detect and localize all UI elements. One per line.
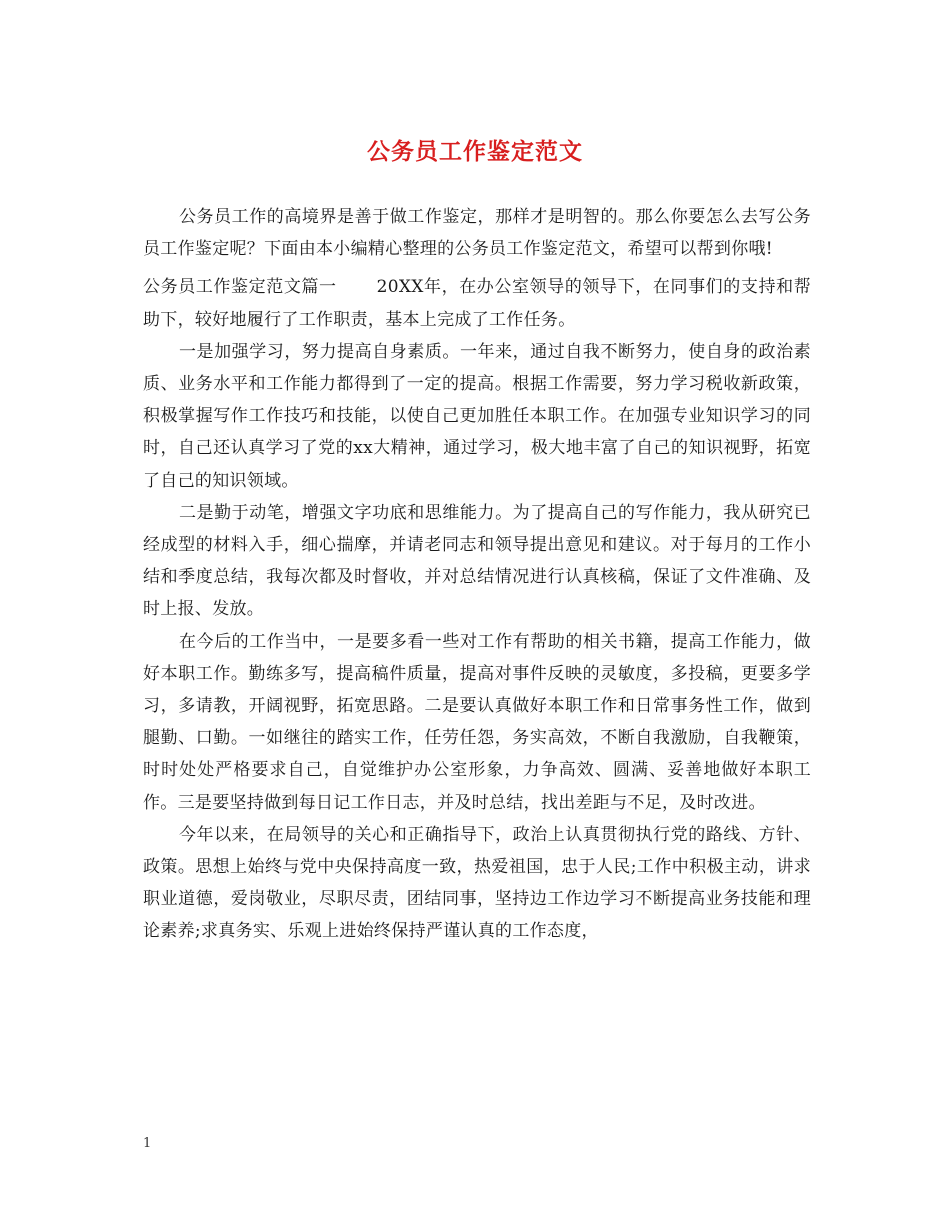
document-body [143,201,811,948]
section-heading-label: 公务员工作鉴定范文篇一 [143,277,337,298]
page-number: 1 [143,1136,152,1151]
document-title: 公务员工作鉴定范文 [367,138,583,165]
paragraph-future-work: 在今后的工作当中，一是要多看一些对工作有帮助的相关书籍，提高工作能力，做好本职工作。勤练多写，提高稿件质量，提高对事件反映的灵敏度，多投稿，更要多学习，多请教，开阔视野，拓宽思路。二是要认真做好本职工作和日常事务性工作，做到腿勤、口勤。一如继往的踏实工作，任劳任怨，务实高效，不断自我激励，自我鞭策，时时处处严格要求自己，自觉维护办公室形象，力争高效、圆满、妥善地做好本职工作。三是要坚持做到每日记工作日志，并及时总结，找出差距与不足，及时改进。 [143,631,811,813]
paragraph-writing: 二是勤于动笔，增强文字功底和思维能力。为了提高自己的写作能力，我从研究已经成型的材料入手，细心揣摩，并请老同志和领导提出意见和建议。对于每月的工作小结和季度总结，我每次都及时督收，并对总结情况进行认真核稿，保证了文件准确、及时上报、发放。 [143,502,811,620]
paragraph-this-year: 今年以来，在局领导的关心和正确指导下，政治上认真贯彻执行党的路线、方针、政策。思想上始终与党中央保持高度一致，热爱祖国，忠于人民;工作中积极主动，讲求职业道德，爱岗敬业，尽职尽责，团结同事，坚持边工作边学习不断提高业务技能和理论素养;求真务实、乐观上进始终保持严谨认真的工作态度， [143,824,811,942]
section-heading-text: 20XX年，在办公室领导的领导下，在同事们的支持和帮助下，较好地履行了工作职责，基本上完成了工作任务。 [143,277,811,330]
intro-paragraph: 公务员工作的高境界是善于做工作鉴定，那样才是明智的。那么你要怎么去写公务员工作鉴定呢？下面由本小编精心整理的公务员工作鉴定范文，希望可以帮到你哦! [143,207,811,260]
paragraph-study: 一是加强学习，努力提高自身素质。一年来，通过自我不断努力，使自身的政治素质、业务水平和工作能力都得到了一定的提高。根据工作需要，努力学习税收新政策，积极掌握写作工作技巧和技能，以使自己更加胜任本职工作。在加强专业知识学习的同时，自己还认真学习了党的xx大精神，通过学习，极大地丰富了自己的知识视野，拓宽了自己的知识领域。 [143,341,811,491]
section-heading [143,271,811,335]
